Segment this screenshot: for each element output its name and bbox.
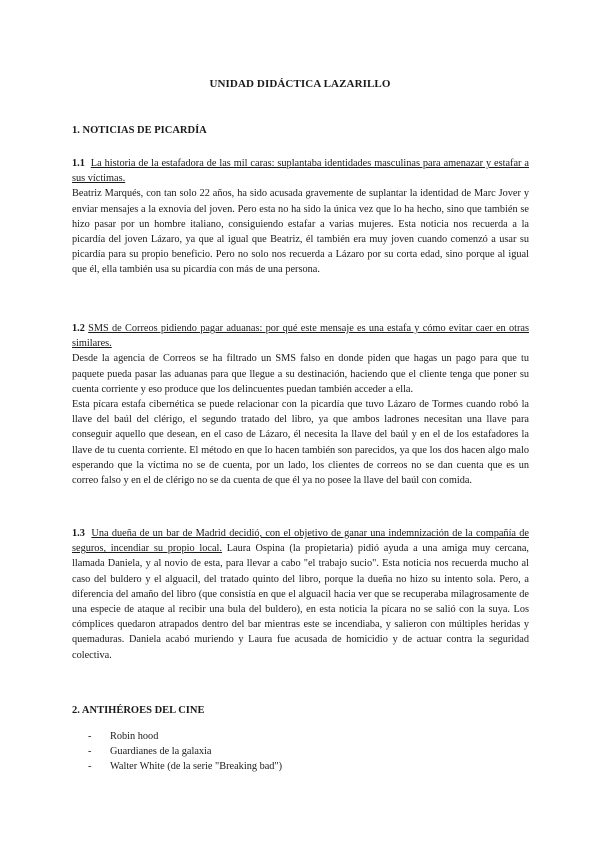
list-dash: - — [88, 761, 92, 773]
news-item-2-body-2: Esta pícara estafa cibernética se puede relacionar con la picardía que tuvo Lázaro de Tormes cuando robó la llave del baúl del clérigo, el segundo tratado del libro, ya que ambos ladrones necesitan una llave para conseguir aquello que desean, en el caso de Lázaro, él necesita la llave del baúl y en el de los estafadores la llave de tu cuenta corriente. El método en que lo hacen también son parecidos, ya que los dos hacen algo malo esperando que la víctima no se de cuenta, por un lado, los clientes de correos no se dan cuenta que es un correo falso y en el de clérigo no se da cuenta de que él ya no posee la llave del baúl con comida. — [72, 399, 529, 487]
news-item-1 — [72, 156, 529, 278]
news-item-3-paragraph — [72, 526, 529, 663]
news-item-3 — [72, 526, 529, 663]
list-dash: - — [88, 746, 92, 758]
news-item-2-first-paragraph — [72, 321, 529, 397]
news-item-2-body-1: Desde la agencia de Correos se ha filtrado un SMS falso en donde piden que hagas un pago para que tu paquete pueda pasar las aduanas para que llegue a su destinación, haciendo que el cliente tenga que poner su cuenta corriente y eso produce que los delincuentes puedan también acceder a ella. — [72, 353, 529, 395]
list-dash: - — [88, 731, 92, 742]
antiheroes-list — [88, 729, 282, 775]
section-heading-noticias: 1. NOTICIAS DE PICARDÍA — [72, 125, 207, 136]
news-item-3-headline: Una dueña de un bar de Madrid decidió, con el objetivo de ganar una indemnización de la compañía de seguros, incendiar su propio local. — [72, 528, 529, 555]
news-item-2-headline: SMS de Correos pidiendo pagar aduanas: por qué este mensaje es una estafa y cómo evitar caer en otras similares. — [72, 323, 529, 350]
list-item — [88, 729, 282, 744]
list-item — [88, 759, 282, 774]
list-item-text: Walter White (de la serie "Breaking bad") — [110, 761, 283, 773]
news-item-2-number: 1.2 — [72, 323, 85, 334]
news-item-1-number: 1.1 — [72, 158, 85, 169]
list-item-text: Robin hood — [110, 731, 159, 742]
document-title: UNIDAD DIDÁCTICA LAZARILLO — [209, 78, 391, 90]
news-item-1-headline: La historia de la estafadora de las mil caras: suplantaba identidades masculinas para amenazar y estafar a sus víctimas. — [72, 158, 529, 185]
list-item-text: Guardianes de la galaxia — [110, 746, 212, 758]
news-item-1-body: Beatriz Marqués, con tan solo 22 años, ha sido acusada gravemente de suplantar la identidad de Marc Jover y enviar mensajes a la exnovia del joven. Pero esta no ha sido la única vez que lo ha hecho, sino que también se hizo pasar por un hombre italiano, consiguiendo estafar a varias mujeres. Esta noticia nos recuerda a la picardía del joven Lázaro, ya que al igual que Beatriz, él también era muy joven cuando comenzó a usar su picardía para su propio beneficio. Pero no solo nos recuerda a Lázaro por su corta edad, sino porque al igual que él, ella también usa su picardía con más de una persona. — [72, 188, 529, 276]
news-item-2 — [72, 321, 529, 488]
list-item — [88, 744, 282, 759]
news-item-3-number: 1.3 — [72, 528, 85, 539]
news-item-1-first-paragraph — [72, 156, 529, 278]
section-heading-antiheroes: 2. ANTIHÉROES DEL CINE — [72, 705, 205, 716]
news-item-3-body: Laura Ospina (la propietaria) pidió ayuda a una amiga muy cercana, llamada Daniela, y al novio de esta, para llevar a cabo "el trabajo sucio". Esta noticia nos recuerda mucho al caso del buldero y el alguacil, del tratado quinto del libro, porque la dueña no hizo su intento sola. Pero, a diferencia del amaño del libro (que consistía en que el alguacil hacia ver que se recuperaba milagrosamente de una especie de ataque al recibir una bula del buldero), en esta noticia la pícara no se salió con la suya. Los cómplices quedaron atrapados dentro del bar mientras este se incendiaba, y salieron con múltiples heridas y quemaduras. Daniela acabó muriendo y Laura fue acusada de homicidio y de actuar contra la seguridad colectiva. — [72, 543, 530, 661]
